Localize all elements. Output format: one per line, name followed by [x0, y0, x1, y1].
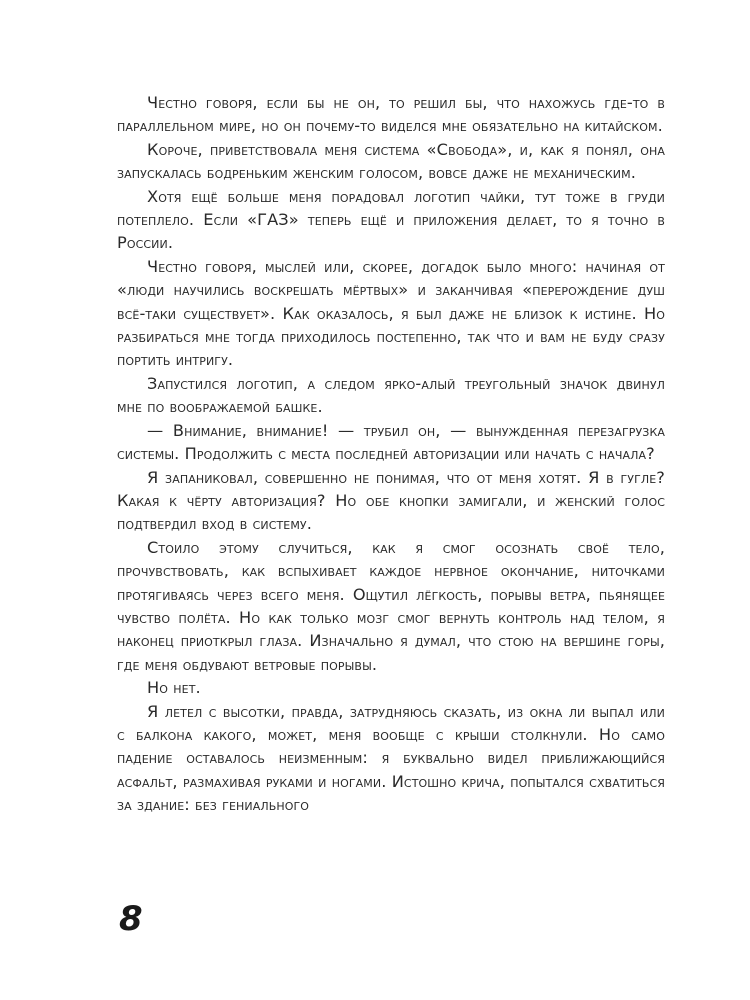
- paragraph: Я летел с высотки, правда, затрудняюсь сказать, из окна ли выпал или с балкона какого, может, меня вообще с крыши столкнули. Но само падение оставалось неизменным: я буквально видел приближающийся асфальт, размахивая руками и ногами. Истошно крича, попытался схватиться за здание: без гениального: [117, 701, 665, 815]
- paragraph: Стоило этому случиться, как я смог осознать своё тело, прочувствовать, как вспыхивает каждое нервное окончание, ниточками протягиваясь через всего меня. Ощутил лёгкость, порывы ветра, пьянящее чувство полёта. Но как только мозг смог вернуть контроль над телом, я наконец приоткрыл глаза. Изначально я думал, что стою на вершине горы, где меня обдувают ветровые порывы.: [117, 537, 665, 674]
- paragraph: Хотя ещё больше меня порадовал логотип чайки, тут тоже в груди потеплело. Если «ГАЗ» теперь ещё и приложения делает, то я точно в России.: [117, 186, 665, 253]
- paragraph: Запустился логотип, а следом ярко-алый треугольный значок двинул мне по воображаемой башке.: [117, 373, 665, 417]
- paragraph: Но нет.: [147, 678, 201, 698]
- paragraph: Я запаниковал, совершенно не понимая, что от меня хотят. Я в гугле? Какая к чёрту авторизация? Но обе кнопки замигали, и женский голос подтвердил вход в систему.: [117, 467, 665, 534]
- paragraph: Честно говоря, мыслей или, скорее, догадок было много: начиная от «люди научились воскрешать мёртвых» и заканчивая «перерождение душ всё-таки существует». Как оказалось, я был даже не близок к истине. Но разбираться мне тогда приходилось постепенно, так что и вам не буду сразу портить интригу.: [117, 256, 665, 370]
- paragraph: — Внимание, внимание! — трубил он, — вынужденная перезагрузка системы. Продолжить с места последней авторизации или начать с начала?: [117, 420, 665, 464]
- body-text: [117, 91, 665, 817]
- page-number: 8: [119, 899, 143, 939]
- paragraph: Честно говоря, если бы не он, то решил бы, что нахожусь где-то в параллельном мире, но он почему-то виделся мне обязательно на китайском.: [117, 93, 665, 136]
- paragraph: Короче, приветствовала меня система «Свобода», и, как я понял, она запускалась бодреньким женским голосом, вовсе даже не механическим.: [117, 139, 665, 183]
